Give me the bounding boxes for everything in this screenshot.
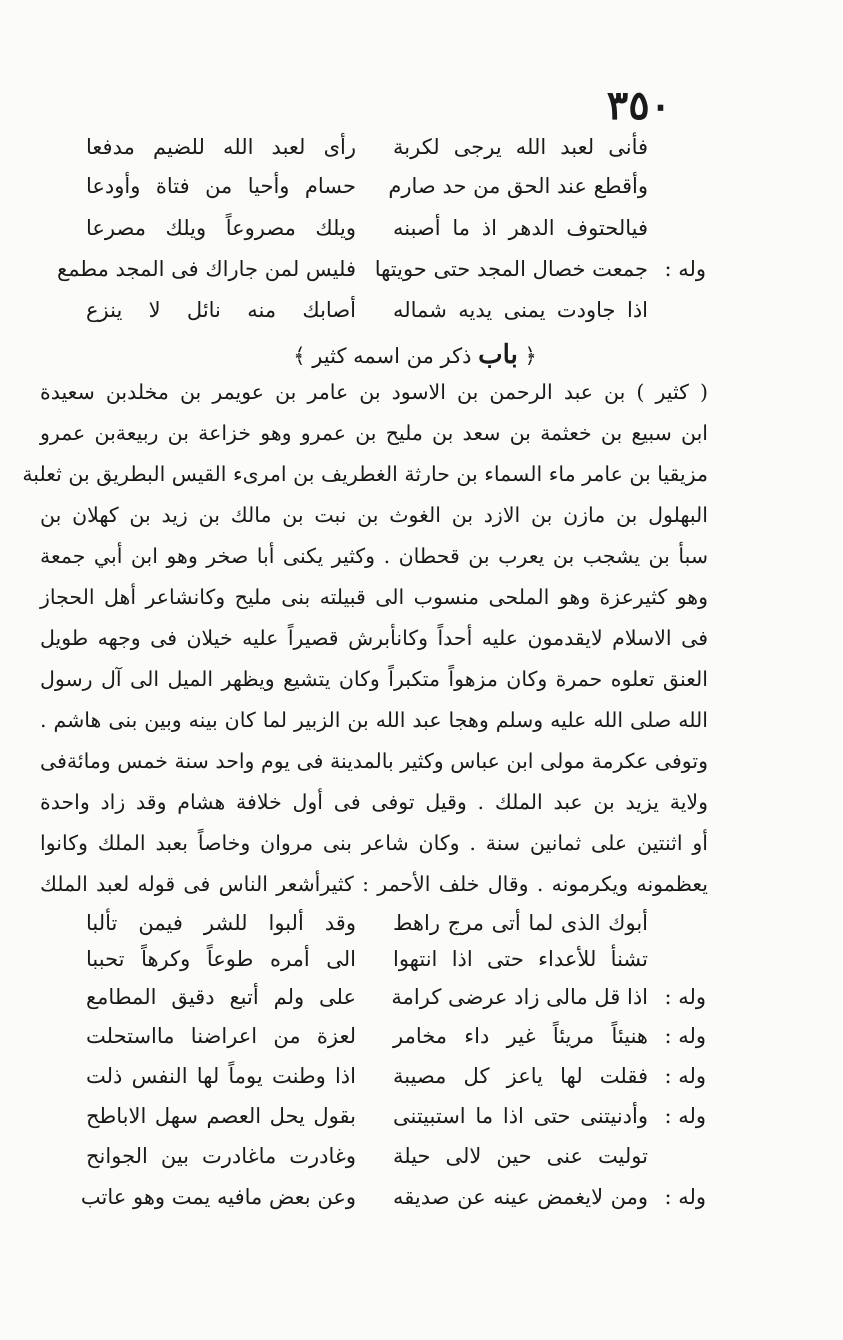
verse-second-hemistich: على ولم أتبع دقيق المطامع <box>86 985 356 1009</box>
verse-first-hemistich: أبوك الذى لما أتى مرج راهط <box>393 911 648 935</box>
verse-second-hemistich: لعزة من اعراضنا مااستحلت <box>86 1024 356 1048</box>
prose-line: مزيقيا بن عامر ماء السماء بن حارثة الغطريف بن امرىء القيس البطريق بن ثعلبة <box>22 462 708 486</box>
verse-first-hemistich: تشنأ للأعداء حتى اذا انتهوا <box>393 947 648 971</box>
prose-line: الله صلى الله عليه وسلم وهجا عبد الله بن الزبير لما كان بينه وبين بنى هاشم . <box>40 708 708 732</box>
page-number: ٣٥٠ <box>606 82 672 129</box>
verse-row <box>0 1057 843 1095</box>
prose-line: سبأ بن يشجب بن يعرب بن قحطان . وكثير يكنى أبا صخر وهو ابن أبي جمعة <box>40 544 708 568</box>
verse-first-hemistich: هنيئاً مريئاً غير داء مخامر <box>393 1024 648 1048</box>
heading-bab: باب <box>478 340 518 370</box>
prose-line: ( كثير ) بن عبد الرحمن بن الاسود بن عامر بن عويمر بن مخلدبن سعيدة <box>40 380 708 404</box>
verse-label: وله : <box>664 1024 706 1048</box>
verse-first-hemistich: وأدنيتنى حتى اذا ما استبيتنى <box>393 1104 648 1128</box>
verse-first-hemistich: فيالحتوف الدهر اذ ما أصبنه <box>393 216 648 240</box>
verse-row <box>0 167 843 205</box>
prose-line: وهو كثيرعزة وهو الملحى منسوب الى قبيلته بنى مليح وكانشاعر أهل الحجاز <box>40 585 708 609</box>
verse-label: وله : <box>664 1064 706 1088</box>
verse-first-hemistich: جمعت خصال المجد حتى حويتها <box>374 257 648 281</box>
verse-row <box>0 1097 843 1135</box>
verse-label: وله : <box>664 1104 706 1128</box>
heading-text: ذكر من اسمه كثير <box>312 344 472 368</box>
verse-second-hemistich: حسام وأحيا من فتاة وأودعا <box>86 174 356 198</box>
verse-first-hemistich: فأنى لعبد الله يرجى لكربة <box>393 135 648 159</box>
verse-first-hemistich: ومن لايغمض عينه عن صديقه <box>393 1185 648 1209</box>
verse-row <box>0 128 843 166</box>
verse-second-hemistich: ويلك مصروعاً ويلك مصرعا <box>86 216 356 240</box>
verse-second-hemistich: أصابك منه نائل لا ينزع <box>86 298 356 322</box>
verse-second-hemistich: فليس لمن جاراك فى المجد مطمع <box>57 257 356 281</box>
verse-second-hemistich: الى أمره طوعاً وكرهاً تحببا <box>86 947 356 971</box>
verse-first-hemistich: فقلت لها ياعز كل مصيبة <box>393 1064 648 1088</box>
prose-line: وتوفى عكرمة مولى ابن عباس وكثير بالمدينة فى يوم واحد سنة خمس ومائةفى <box>40 749 708 773</box>
verse-row <box>0 978 843 1016</box>
verse-row <box>0 904 843 942</box>
verse-label: وله : <box>664 257 706 281</box>
prose-line: ابن سبيع بن خعثمة بن سعد بن مليح بن عمرو وهو خزاعة بن ربيعةبن عمرو <box>40 421 708 445</box>
prose-line: يعظمونه ويكرمونه . وقال خلف الأحمر : كثيرأشعر الناس فى قوله لعبد الملك <box>40 872 708 896</box>
prose-line: ولاية يزيد بن عبد الملك . وقيل توفى فى أول خلافة هشام وقد زاد واحدة <box>40 790 708 814</box>
verse-first-hemistich: توليت عنى حين لالى حيلة <box>393 1144 648 1168</box>
prose-line: العنق تعلوه حمرة وكان مزهواً متكبراً وكان يتشيع ويظهر الميل الى آل رسول <box>40 667 708 691</box>
verse-second-hemistich: وعن بعض مافيه يمت وهو عاتب <box>80 1185 356 1209</box>
verse-row <box>0 291 843 329</box>
section-heading <box>195 335 635 375</box>
verse-row <box>0 940 843 978</box>
verse-row <box>0 1178 843 1216</box>
prose-line: فى الاسلام لايقدمون عليه أحداً وكانأبرش قصيراً عليه خيلان فى وجهه طويل <box>40 626 708 650</box>
verse-label: وله : <box>664 985 706 1009</box>
verse-row <box>0 1017 843 1055</box>
verse-row <box>0 250 843 288</box>
verse-first-hemistich: اذا قل مالى زاد عرضى كرامة <box>391 985 648 1009</box>
verse-first-hemistich: اذا جاودت يمنى يديه شماله <box>393 298 648 322</box>
verse-second-hemistich: اذا وطنت يوماً لها النفس ذلت <box>86 1064 356 1088</box>
prose-line: البهلول بن مازن بن الازد بن الغوث بن نبت بن مالك بن زيد بن كهلان بن <box>40 503 708 527</box>
verse-row <box>0 1137 843 1175</box>
verse-second-hemistich: بقول يحل العصم سهل الاباطح <box>86 1104 356 1128</box>
verse-second-hemistich: وغادرت ماغادرت بين الجوانح <box>86 1144 356 1168</box>
verse-label: وله : <box>664 1185 706 1209</box>
verse-row <box>0 209 843 247</box>
verse-second-hemistich: رأى لعبد الله للضيم مدفعا <box>86 135 356 159</box>
prose-line: أو اثنتين على ثمانين سنة . وكان شاعر بنى مروان وخاصاً بعبد الملك وكانوا <box>40 831 708 855</box>
verse-second-hemistich: وقد ألبوا للشر فيمن تألبا <box>86 911 356 935</box>
verse-first-hemistich: وأقطع عند الحق من حد صارم <box>388 174 648 198</box>
heading-close-ornament: ﴾ <box>293 344 306 368</box>
heading-open-ornament: ﴿ <box>524 344 537 368</box>
